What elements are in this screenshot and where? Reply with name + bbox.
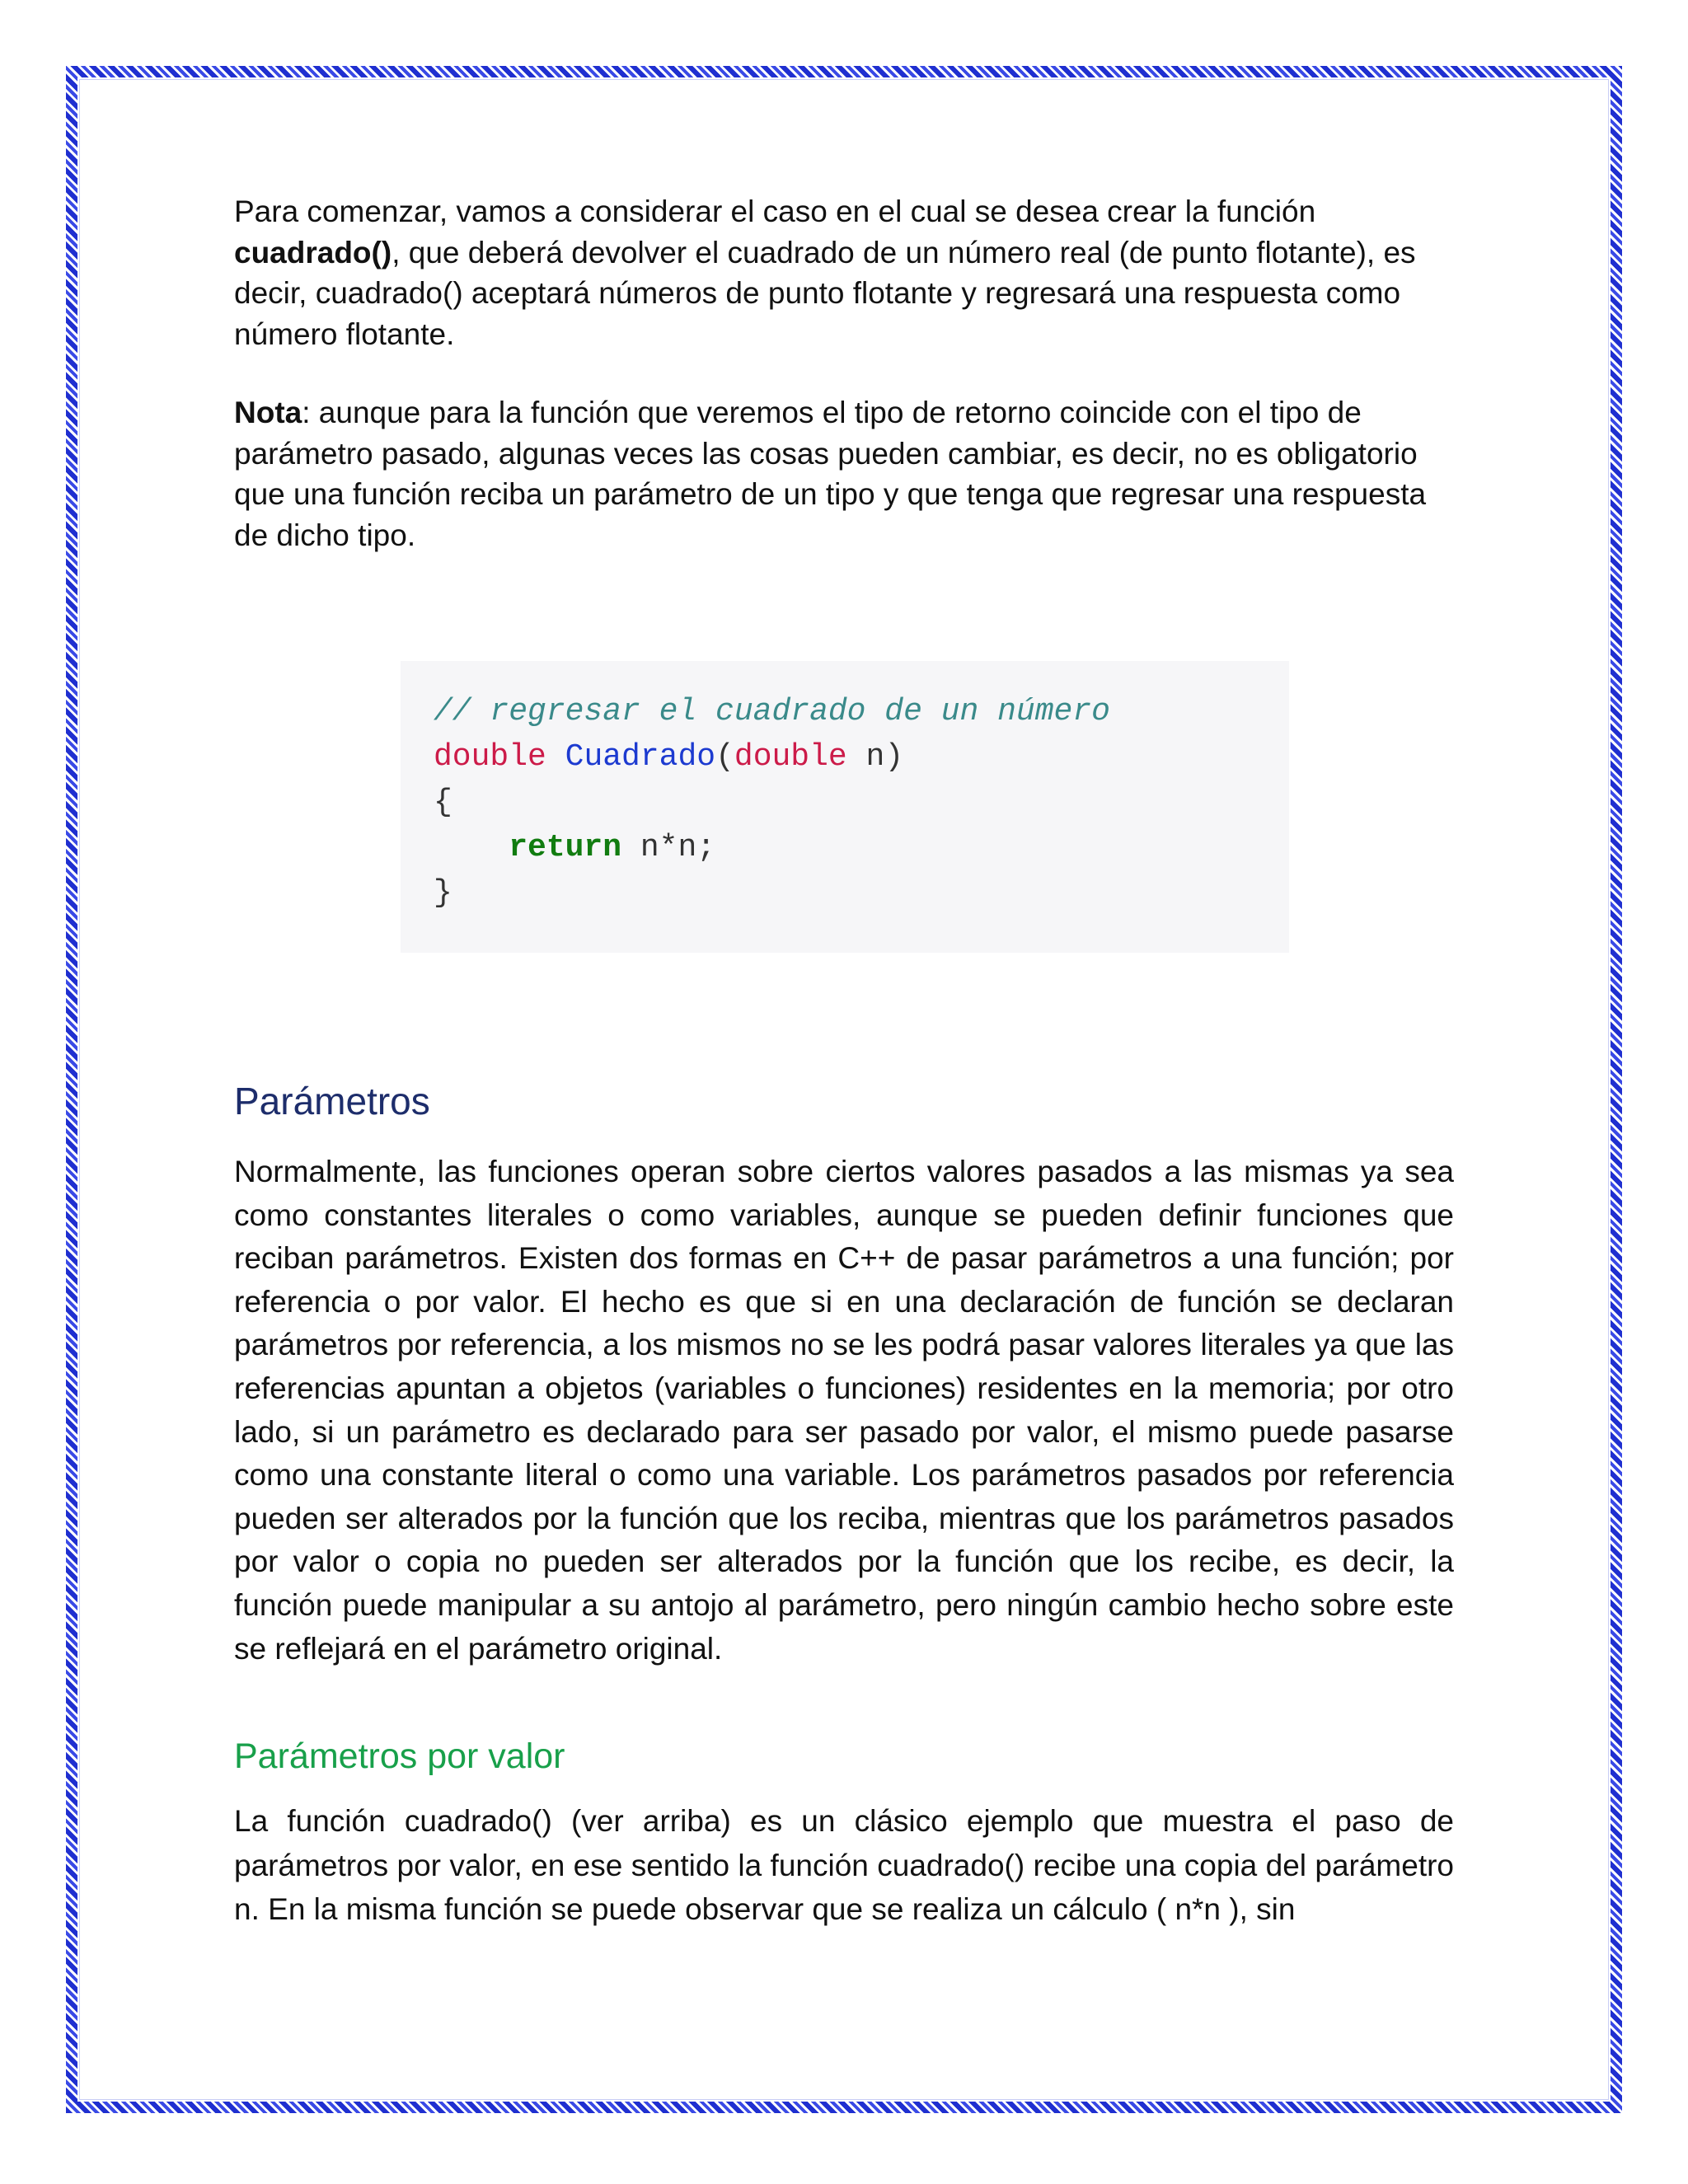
note-label: Nota — [234, 396, 302, 429]
code-brace-open: { — [434, 785, 452, 820]
heading-parametros-por-valor: Parámetros por valor — [234, 1736, 565, 1777]
code-brace-close: } — [434, 875, 452, 911]
code-function-name: Cuadrado — [565, 739, 716, 775]
code-return-keyword: return — [509, 830, 622, 865]
note-text: : aunque para la función que veremos el tipo de retorno coincide con el tipo de parámetro pasado, algunas veces las cosas pueden cambiar, es decir, no es obligatorio que una función reciba un parámetro de un tipo y que tenga que regresar una respuesta de dicho tipo. — [234, 396, 1427, 552]
code-line-1 — [434, 689, 1256, 734]
document-body — [234, 191, 1454, 1932]
code-param-name: n) — [846, 739, 904, 775]
code-open-paren: ( — [715, 739, 734, 775]
intro-text-start: Para comenzar, vamos a considerar el caso en el cual se desea crear la función — [234, 194, 1316, 228]
note-paragraph — [234, 392, 1454, 555]
parametros-por-valor-paragraph: La función cuadrado() (ver arriba) es un clásico ejemplo que muestra el paso de parámetros por valor, en ese sentido la función cuadrado() recibe una copia del parámetro n. En la misma función se puede observar que se realiza un cálculo ( n*n ), sin — [234, 1804, 1454, 1927]
code-return-type: double — [434, 739, 546, 775]
parametros-paragraph: Normalmente, las funciones operan sobre ciertos valores pasados a las mismas ya sea como constantes literales o como variables, aunque se pueden definir funciones que reciban parámetros. Existen dos formas en C++ de pasar parámetros a una función; por referencia o por valor. El hecho es que si en una declaración de función se declaran parámetros por referencia, a los mismos no se les podrá pasar valores literales ya que las referencias apuntan a objetos (variables o funciones) residentes en la memoria; por otro lado, si un parámetro es declarado para ser pasado por valor, el mismo puede pasarse como una constante literal o como una variable. Los parámetros pasados por referencia pueden ser alterados por la función que los reciba, mientras que los parámetros pasados por valor o copia no pueden ser alterados por la función que los recibe, es decir, la función puede manipular a su antojo al parámetro, pero ningún cambio hecho sobre este se reflejará en el parámetro original. — [234, 1155, 1454, 1666]
code-param-type: double — [734, 739, 847, 775]
intro-text-end: , que deberá devolver el cuadrado de un número real (de punto flotante), es decir, cuadrado() aceptará números de punto flotante y regresará una respuesta como número flotante. — [234, 235, 1416, 351]
intro-function-name: cuadrado() — [234, 235, 392, 269]
code-indent — [434, 830, 509, 865]
code-return-expression: n*n; — [621, 830, 716, 865]
code-block — [401, 661, 1289, 953]
code-line-5 — [434, 870, 1256, 916]
intro-paragraph — [234, 191, 1454, 354]
code-line-3 — [434, 780, 1256, 825]
heading-parametros: Parámetros — [234, 1080, 430, 1122]
code-comment: // regresar el cuadrado de un número — [434, 694, 1110, 729]
code-line-2 — [434, 734, 1256, 780]
code-line-4 — [434, 825, 1256, 870]
